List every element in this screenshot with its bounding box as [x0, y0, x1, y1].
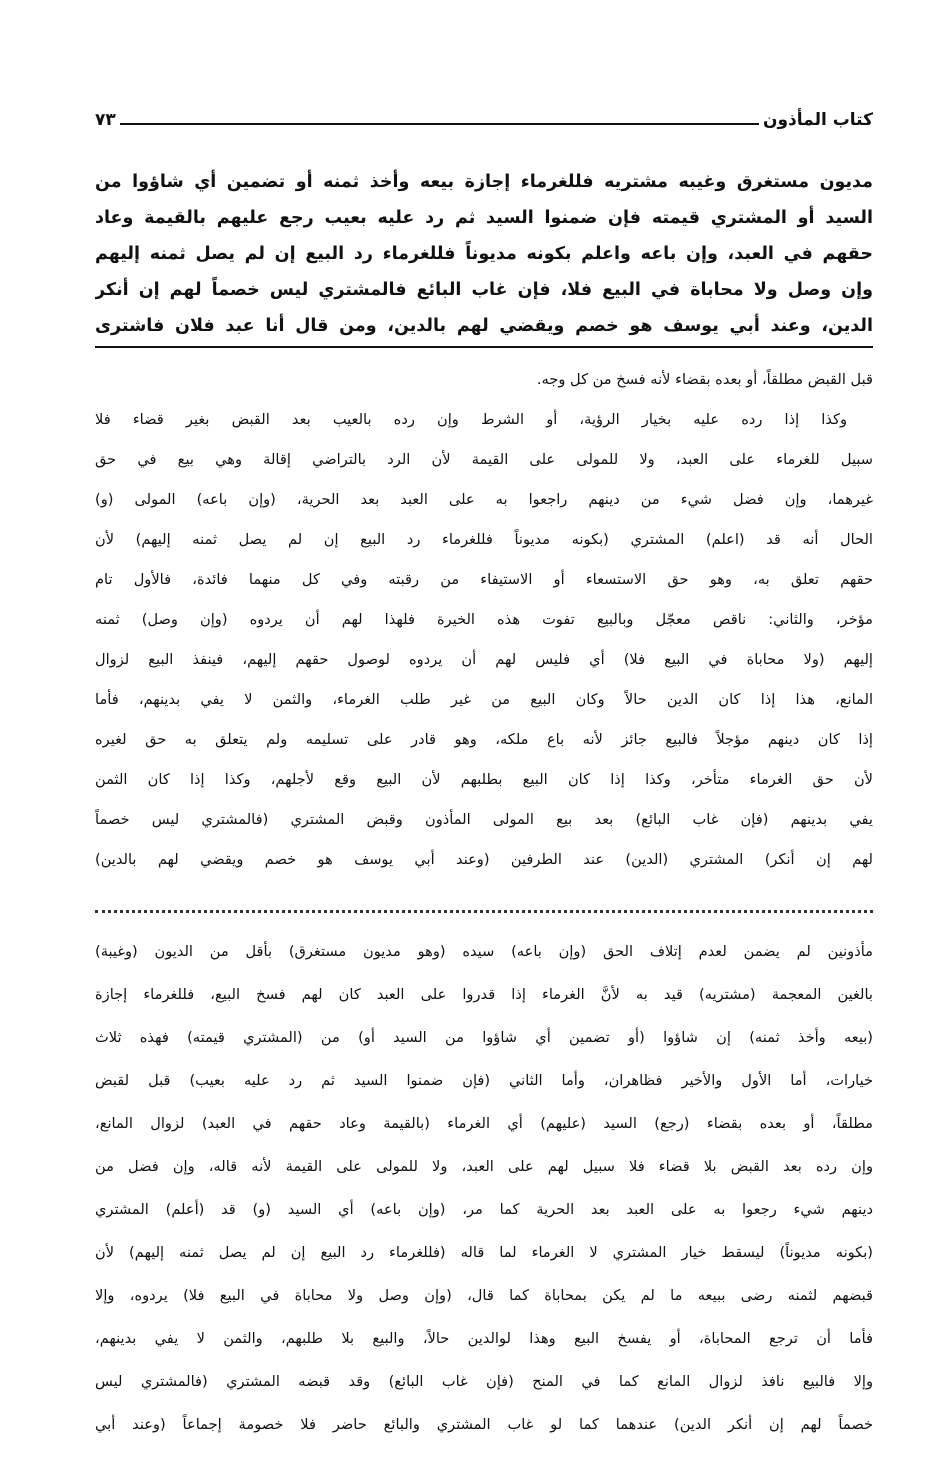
running-header: [95, 100, 873, 130]
chapter-title: كتاب المأذون: [762, 110, 873, 130]
commentary-line: خصماً لهم إن أنكر الدين) عندهما كما لو غاب المشتري والبائع حاضر فلا خصومة إجماعاً (وعند أبي: [95, 1416, 873, 1433]
commentary-line: مأذونين لم يضمن لعدم إتلاف الحق (وإن باعه) سيده (وهو مديون مستغرق) بأقل من الديون (وغيبة): [95, 943, 873, 960]
page-number: ٧٣: [95, 110, 116, 130]
main-line: الدين، وعند أبي يوسف هو خصم ويقضي لهم بالدين، ومن قال أنا عبد فلان فاشترى: [95, 316, 873, 336]
commentary-line: قبضهم لثمنه رضى ببيعه ما لم يكن بمحاباة كما قال، (وإن وصل ولا محاباة في البيع فلا) يردوه، وإلا: [95, 1287, 873, 1304]
commentary-line: مؤخر، والثاني: ناقص معجّل وبالبيع تفوت هذه الخيرة فلهذا لهم أن يردوه (وإن وصل) ثمنه: [95, 611, 873, 628]
commentary-line: وإلا فالبيع نافذ لزوال المانع كما في المنح (فإن غاب البائع) وقد قبضه المشتري (فالمشتري ليس: [95, 1373, 873, 1390]
main-line: مديون مستغرق وغيبه مشتريه فللغرماء إجازة بيعه وأخذ ثمنه أو تضمين أي شاؤوا من: [95, 172, 873, 192]
commentary-line: لأن حق الغرماء متأخر، وكذا إذا كان البيع بطلبهم لأن البيع وقع لأجلهم، وكذا إذا كان الثمن: [95, 771, 873, 788]
commentary-line: فأما أن ترجع المحاباة، أو يفسخ البيع وهذا لوالدين حالاً، والبيع بلا طلبهم، والثمن لا يفي بدينهم،: [95, 1330, 873, 1347]
commentary-line: وإن رده بعد القبض بلا قضاء فلا سبيل لهم على العبد، ولا للمولى على القيمة لأنه قاله، وإن فضل من: [95, 1158, 873, 1175]
commentary-2: [95, 930, 873, 1446]
commentary-line: سبيل للغرماء على العبد، ولا للمولى على القيمة لأن الرد بالتراضي إقالة وهي بيع في حق: [95, 451, 873, 468]
main-text: [95, 164, 873, 344]
commentary-line: يفي بدينهم (فإن غاب البائع) بعد بيع المولى المأذون وقبض المشتري (فالمشتري ليس خصماً: [95, 811, 873, 828]
commentary-1: [95, 360, 873, 880]
commentary-line: (بكونه مديوناً) ليسقط خيار المشتري لا الغرماء لما قاله (فللغرماء رد البيع إن لم يصل ثمنه إليهم) لأن: [95, 1244, 873, 1261]
commentary-line: بالغين المعجمة (مشتريه) قيد به لأنَّ الغرماء إذا قدروا على العبد كان لهم فسخ البيع، فللغرماء إجازة: [95, 986, 873, 1003]
main-line: السيد أو المشتري قيمته فإن ضمنوا السيد ثم رد عليه بعيب رجع عليهم بالقيمة وعاد: [95, 208, 873, 228]
main-line: حقهم في العبد، وإن باعه واعلم بكونه مديوناً فللغرماء رد البيع إن لم يصل ثمنه إليهم: [95, 244, 873, 264]
commentary-line: وكذا إذا رده عليه بخيار الرؤية، أو الشرط وإن رده بالعيب بعد القبض بغير قضاء فلا: [95, 411, 847, 428]
commentary-line: لهم إن أنكر) المشتري (الدين) عند الطرفين (وعند أبي يوسف هو خصم ويقضي لهم بالدين): [95, 851, 873, 868]
section-divider: [95, 346, 873, 348]
commentary-line: (بيعه وأخذ ثمنه) إن شاؤوا (أو تضمين أي شاؤوا من السيد أو) من (المشتري قيمته) فهذه ثلاث: [95, 1029, 873, 1046]
commentary-line: إليهم (ولا محاباة في البيع فلا) أي فليس لهم أن يردوه لوصول حقهم إليهم، فينفذ البيع لزوال: [95, 651, 873, 668]
commentary-line: حقهم تعلق به، وهو حق الاستسعاء أو الاستيفاء من رقبته وفي كل منهما فائدة، فالأول تام: [95, 571, 873, 588]
commentary-line: إذا كان دينهم مؤجلاً فالبيع جائز لأنه باع ملكه، وهو قادر على تسليمه ولم يتعلق به حق لغيره: [95, 731, 873, 748]
commentary-line: خيارات، أما الأول والأخير فظاهران، وأما الثاني (فإن ضمنوا السيد ثم رد عليه بعيب) قبل لقبض: [95, 1072, 873, 1089]
dotted-divider: [95, 910, 873, 913]
commentary-line: قبل القبض مطلقاً، أو بعده بقضاء لأنه فسخ من كل وجه.: [536, 371, 873, 388]
main-line: وإن وصل ولا محاباة في البيع فلا، فإن غاب البائع فالمشتري ليس خصماً لهم إن أنكر: [95, 280, 873, 300]
commentary-line: الحال أنه قد (اعلم) المشتري (بكونه مديوناً فللغرماء رد البيع إن لم يصل ثمنه إليهم) لأن: [95, 531, 873, 548]
commentary-line: غيرهما، وإن فضل شيء من دينهم راجعوا به على العبد بعد الحرية، (وإن باعه) المولى (و): [95, 491, 873, 508]
commentary-line: دينهم شيء رجعوا به على العبد بعد الحرية كما مر، (وإن باعه) أي السيد (و) قد (أعلم) المشتري: [95, 1201, 873, 1218]
commentary-line: مطلقاً، أو بعده بقضاء (رجع) السيد (عليهم) أي الغرماء (بالقيمة وعاد حقهم في العبد) لزوال المانع،: [95, 1115, 873, 1132]
commentary-line: المانع، هذا إذا كان الدين حالاً وكان البيع من غير طلب الغرماء، والثمن لا يفي بدينهم، فأما: [95, 691, 873, 708]
header-rule: [120, 123, 759, 125]
